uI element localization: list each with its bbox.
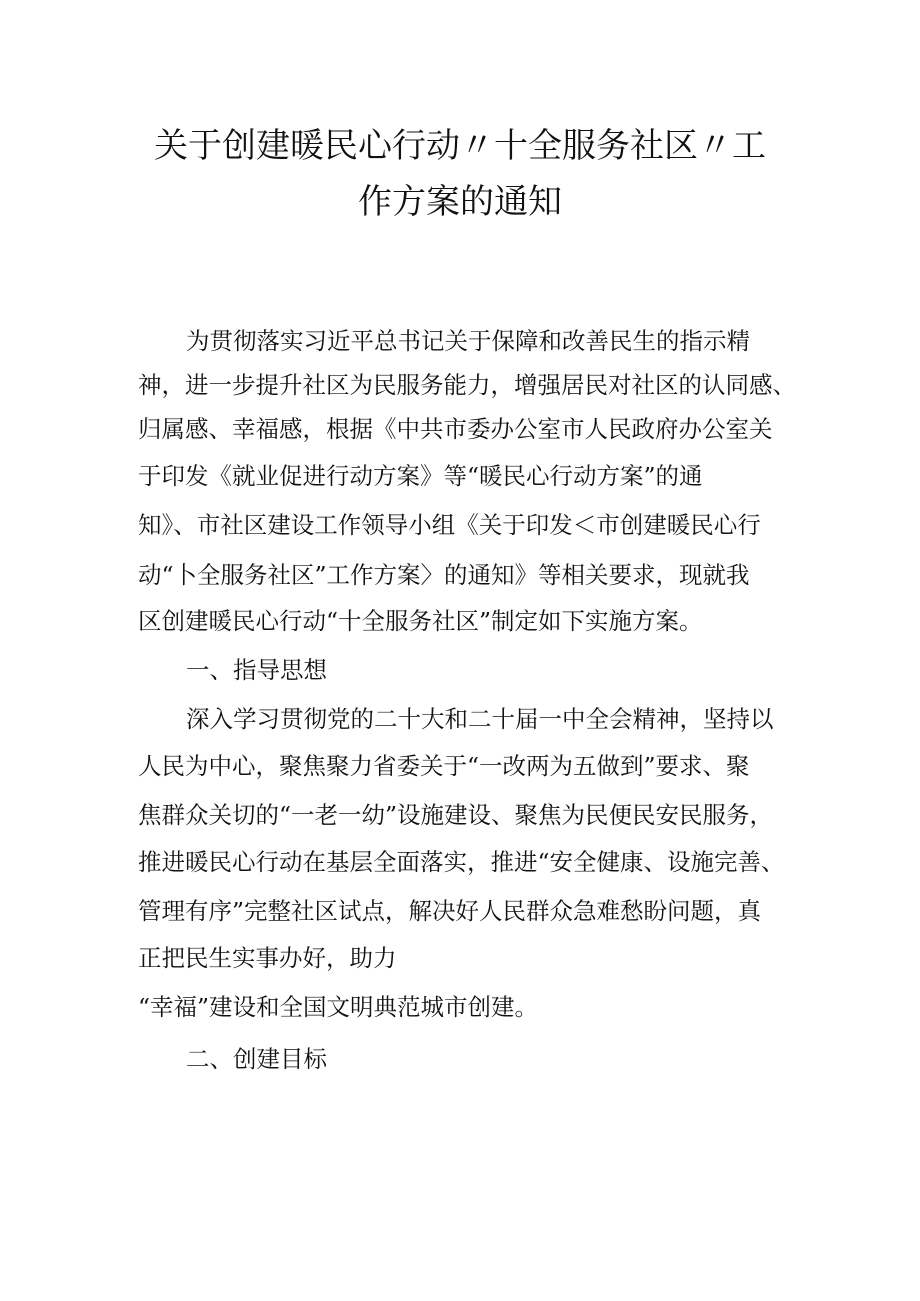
section-heading-creation-goals: 二、创建目标 bbox=[186, 1045, 327, 1073]
paragraph-1-line-2: 神，进一步提升社区为民服务能力，增强居民对社区的认同感、 bbox=[138, 371, 796, 399]
paragraph-1-line-6: 动“卜全服务社区”工作方案〉的通知》等相关要求，现就我 bbox=[138, 561, 750, 589]
paragraph-2-line-6: 正把民生实事办好，助力 bbox=[138, 944, 397, 972]
paragraph-2-line-1: 深入学习贯彻党的二十大和二十届一中全会精神，坚持以 bbox=[186, 705, 774, 733]
document-title-line-1: 关于创建暖民心行动〃十全服务社区〃工 bbox=[154, 126, 766, 166]
paragraph-1-line-7: 区创建暖民心行动“十全服务社区”制定如下实施方案。 bbox=[138, 607, 703, 635]
paragraph-2-line-7: “幸福”建设和全国文明典范城市创建。 bbox=[138, 993, 539, 1021]
document-title-line-2: 作方案的通知 bbox=[358, 182, 562, 222]
section-heading-guiding-ideology: 一、指导思想 bbox=[186, 656, 327, 684]
paragraph-1-line-5: 知》、市社区建设工作领导小组《关于印发＜市创建暖民心行 bbox=[138, 511, 761, 539]
paragraph-2-line-2: 人民为中心，聚焦聚力省委关于“一改两为五做到”要求、聚 bbox=[138, 752, 750, 780]
paragraph-1-line-3: 归属感、幸福感，根据《中共市委办公室市人民政府办公室关 bbox=[138, 415, 773, 443]
paragraph-2-line-4: 推进暖民心行动在基层全面落实，推进“安全健康、设施完善、 bbox=[138, 848, 785, 876]
paragraph-2-line-3: 焦群众关切的“一老一幼”设施建设、聚焦为民便民安民服务， bbox=[138, 801, 774, 829]
paragraph-1-line-1: 为贯彻落实习近平总书记关于保障和改善民生的指示精 bbox=[186, 327, 750, 355]
paragraph-1-line-4: 于印发《就业促进行动方案》等“暖民心行动方案”的通 bbox=[138, 462, 703, 490]
paragraph-2-line-5: 管理有序”完整社区试点，解决好人民群众急难愁盼问题，真 bbox=[138, 897, 762, 925]
